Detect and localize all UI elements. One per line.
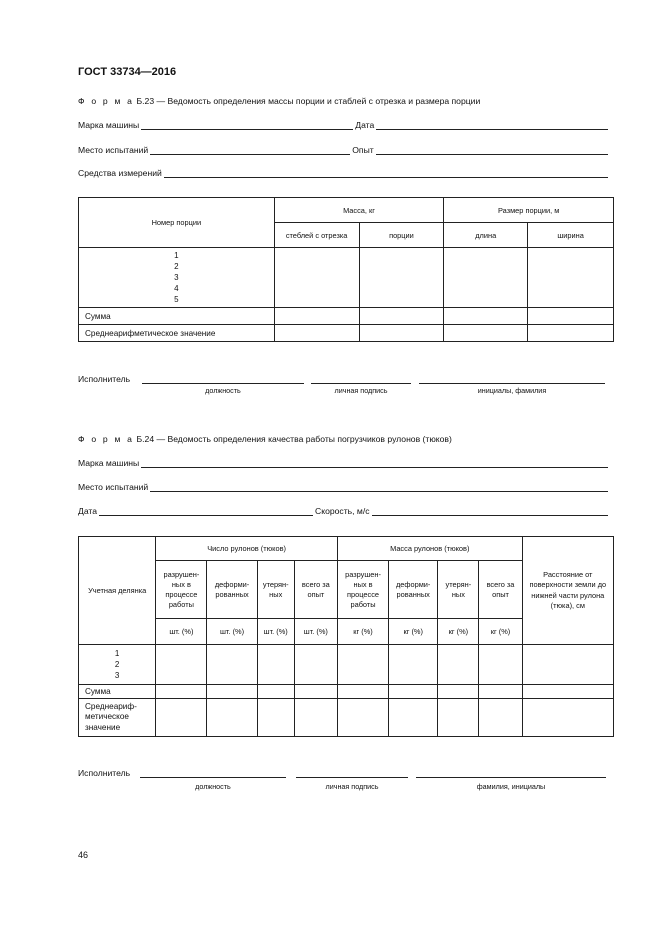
lost-count-header: утерян-ных bbox=[257, 561, 294, 619]
machine-field[interactable] bbox=[141, 121, 353, 130]
table-cell[interactable] bbox=[207, 645, 257, 685]
date-field[interactable] bbox=[99, 507, 313, 516]
table-cell[interactable] bbox=[528, 308, 614, 325]
table-cell[interactable] bbox=[528, 248, 614, 308]
portion-row-number: 5 bbox=[174, 295, 179, 304]
portion-row-number: 2 bbox=[174, 262, 179, 271]
table-cell[interactable] bbox=[389, 645, 438, 685]
count-header: Число рулонов (тюков) bbox=[156, 537, 338, 561]
trial-label: Опыт bbox=[352, 145, 374, 155]
portion-header: порции bbox=[359, 223, 444, 248]
unit-pcs: шт. (%) bbox=[156, 619, 207, 645]
plot-numbers-cell bbox=[79, 645, 156, 685]
unit-kg: кг (%) bbox=[337, 619, 388, 645]
plot-row-number: 2 bbox=[114, 660, 120, 669]
plot-row-number: 3 bbox=[114, 671, 120, 680]
executor-label: Исполнитель bbox=[78, 374, 131, 384]
executor-label: Исполнитель bbox=[78, 768, 131, 778]
place-label: Место испытаний bbox=[78, 482, 149, 492]
table-cell[interactable] bbox=[522, 685, 613, 699]
mass-header: Масса, кг bbox=[274, 198, 444, 223]
portion-numbers-cell bbox=[79, 248, 275, 308]
total-count-header: всего за опыт bbox=[294, 561, 337, 619]
position-line[interactable] bbox=[140, 777, 286, 778]
mean-row-label: Среднеариф-метическое значение bbox=[79, 699, 156, 737]
place-label: Место испытаний bbox=[78, 145, 149, 155]
table-cell[interactable] bbox=[479, 645, 522, 685]
form-b24-caption bbox=[78, 434, 452, 444]
table-cell[interactable] bbox=[479, 685, 522, 699]
table-cell[interactable] bbox=[438, 699, 479, 737]
table-cell[interactable] bbox=[274, 308, 359, 325]
speed-label: Скорость, м/с bbox=[315, 506, 370, 516]
plot-header: Учетная делянка bbox=[79, 537, 156, 645]
table-cell[interactable] bbox=[528, 325, 614, 342]
position-line[interactable] bbox=[142, 383, 304, 384]
position-caption: должность bbox=[195, 782, 231, 791]
form-b23-instruments-line bbox=[78, 168, 610, 178]
form-b23-label: Ф о р м а bbox=[78, 96, 135, 106]
table-cell[interactable] bbox=[389, 699, 438, 737]
trial-field[interactable] bbox=[376, 146, 608, 155]
table-cell[interactable] bbox=[522, 699, 613, 737]
table-cell[interactable] bbox=[257, 645, 294, 685]
signature-line[interactable] bbox=[296, 777, 408, 778]
signature-caption: личная подпись bbox=[334, 386, 388, 395]
form-b24-table bbox=[78, 536, 614, 737]
portion-row-number: 1 bbox=[174, 251, 179, 260]
length-header: длина bbox=[444, 223, 528, 248]
machine-label: Марка машины bbox=[78, 120, 140, 130]
table-cell[interactable] bbox=[337, 645, 388, 685]
plot-row-number: 1 bbox=[114, 649, 120, 658]
table-cell[interactable] bbox=[274, 325, 359, 342]
name-line[interactable] bbox=[419, 383, 605, 384]
machine-label: Марка машины bbox=[78, 458, 140, 468]
table-cell[interactable] bbox=[479, 699, 522, 737]
table-cell[interactable] bbox=[294, 699, 337, 737]
instruments-field[interactable] bbox=[164, 169, 608, 178]
deformed-mass-header: деформи-рованных bbox=[389, 561, 438, 619]
total-mass-header: всего за опыт bbox=[479, 561, 522, 619]
form-b24-label: Ф о р м а bbox=[78, 434, 135, 444]
unit-pcs: шт. (%) bbox=[207, 619, 257, 645]
unit-pcs: шт. (%) bbox=[294, 619, 337, 645]
form-b24-machine-line bbox=[78, 458, 610, 468]
width-header: ширина bbox=[528, 223, 614, 248]
destroyed-mass-header: разрушен-ных в процессе работы bbox=[337, 561, 388, 619]
table-cell[interactable] bbox=[444, 325, 528, 342]
page-title: ГОСТ 33734—2016 bbox=[78, 66, 177, 78]
table-cell[interactable] bbox=[438, 645, 479, 685]
table-cell[interactable] bbox=[337, 699, 388, 737]
table-cell[interactable] bbox=[156, 685, 207, 699]
speed-field[interactable] bbox=[372, 507, 608, 516]
table-cell[interactable] bbox=[444, 248, 528, 308]
table-cell[interactable] bbox=[359, 308, 444, 325]
form-b23-table bbox=[78, 197, 614, 342]
table-cell[interactable] bbox=[207, 685, 257, 699]
name-caption: инициалы, фамилия bbox=[477, 386, 547, 395]
date-label: Дата bbox=[78, 506, 98, 516]
name-caption: фамилия, инициалы bbox=[476, 782, 546, 791]
table-cell[interactable] bbox=[294, 685, 337, 699]
table-cell[interactable] bbox=[522, 645, 613, 685]
deformed-count-header: деформи-рованных bbox=[207, 561, 257, 619]
machine-field[interactable] bbox=[141, 459, 608, 468]
form-b24-place-line bbox=[78, 482, 610, 492]
position-caption: должность bbox=[205, 386, 241, 395]
stems-header: стеблей с отрезка bbox=[274, 223, 359, 248]
table-cell[interactable] bbox=[389, 685, 438, 699]
table-cell[interactable] bbox=[444, 308, 528, 325]
unit-kg: кг (%) bbox=[479, 619, 522, 645]
distance-header: Расстояние от поверхности земли до нижней части рулона (тюка), см bbox=[522, 537, 613, 645]
portion-row-number: 4 bbox=[174, 284, 179, 293]
table-cell[interactable] bbox=[257, 685, 294, 699]
page-number: 46 bbox=[78, 850, 89, 860]
form-b23-title: Б.23 — Ведомость определения массы порции и стаблей с отрезка и размера порции bbox=[134, 96, 481, 106]
table-cell[interactable] bbox=[337, 685, 388, 699]
form-b24-title: Б.24 — Ведомость определения качества работы погрузчиков рулонов (тюков) bbox=[134, 434, 452, 444]
table-cell[interactable] bbox=[294, 645, 337, 685]
unit-kg: кг (%) bbox=[438, 619, 479, 645]
table-cell[interactable] bbox=[207, 699, 257, 737]
table-cell[interactable] bbox=[359, 325, 444, 342]
table-cell[interactable] bbox=[359, 248, 444, 308]
table-cell[interactable] bbox=[156, 699, 207, 737]
unit-kg: кг (%) bbox=[389, 619, 438, 645]
destroyed-count-header: разрушен-ных в процессе работы bbox=[156, 561, 207, 619]
sum-row-label: Сумма bbox=[79, 308, 275, 325]
signature-line[interactable] bbox=[311, 383, 411, 384]
name-line[interactable] bbox=[416, 777, 606, 778]
form-b23-caption bbox=[78, 96, 480, 106]
unit-pcs: шт. (%) bbox=[257, 619, 294, 645]
lost-mass-header: утерян-ных bbox=[438, 561, 479, 619]
instruments-label: Средства измерений bbox=[78, 168, 162, 178]
mean-row-label: Среднеарифметическое значение bbox=[79, 325, 275, 342]
form-b23-machine-date-line bbox=[78, 120, 610, 130]
mass-header: Масса рулонов (тюков) bbox=[337, 537, 522, 561]
table-cell[interactable] bbox=[257, 699, 294, 737]
date-label: Дата bbox=[355, 120, 375, 130]
table-cell[interactable] bbox=[156, 645, 207, 685]
table-cell[interactable] bbox=[274, 248, 359, 308]
form-b24-date-speed-line bbox=[78, 506, 610, 516]
size-header: Размер порции, м bbox=[444, 198, 614, 223]
table-cell[interactable] bbox=[438, 685, 479, 699]
place-field[interactable] bbox=[150, 146, 350, 155]
form-b23-place-trial-line bbox=[78, 145, 610, 155]
sum-row-label: Сумма bbox=[79, 685, 156, 699]
signature-caption: личная подпись bbox=[325, 782, 379, 791]
date-field[interactable] bbox=[376, 121, 608, 130]
place-field[interactable] bbox=[150, 483, 608, 492]
portion-row-number: 3 bbox=[174, 273, 179, 282]
portion-number-header: Номер порции bbox=[79, 198, 275, 248]
